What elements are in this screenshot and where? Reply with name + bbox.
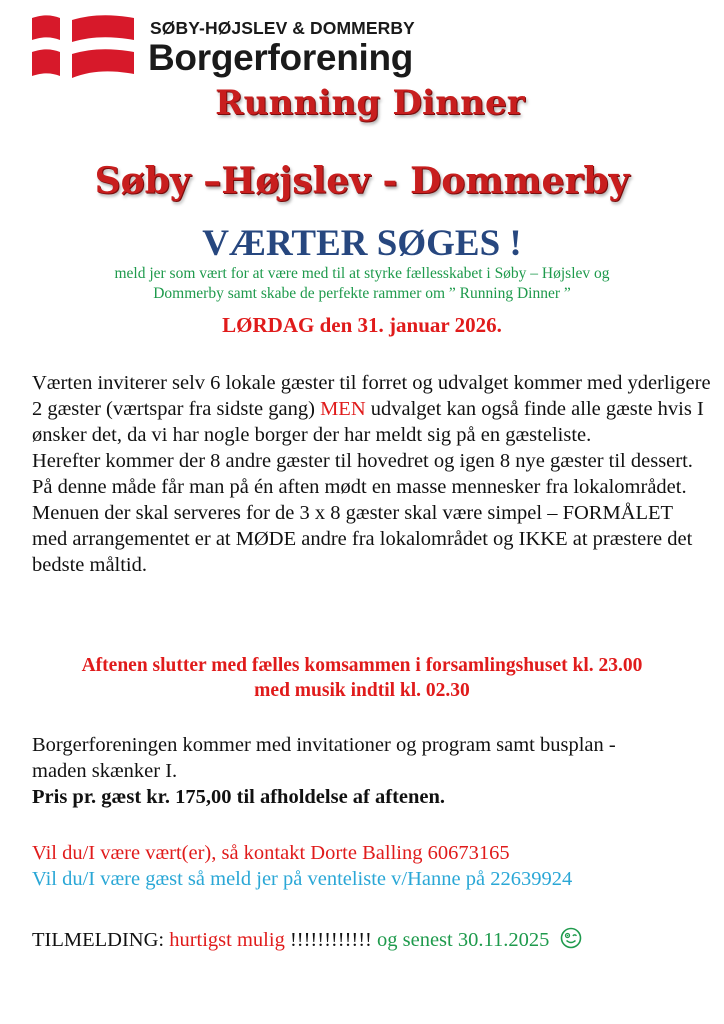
logo-top-line: SØBY-HØJSLEV & DOMMERBY: [150, 18, 415, 38]
paragraph-1: [32, 370, 712, 448]
subtitle: [60, 264, 664, 304]
info-block: [32, 732, 712, 810]
paragraph-1-start: Værten inviterer selv 6 lokale gæster til forret og udvalget kommer med yderligere 2 gæster (værtspar fra sidste gang): [32, 372, 711, 420]
signup-urgent: hurtigst mulig: [169, 929, 285, 951]
paragraph-3: Menuen der skal serveres for de 3 x 8 gæster skal være simpel – FORMÅLET med arrangementet er at MØDE andre fra lokalområdet og IKKE at præstere det bedste måltid.: [32, 502, 693, 576]
signup-deadline: og senest 30.11.2025: [377, 929, 550, 951]
highlight-men: MEN: [320, 398, 366, 420]
paragraph-2: Herefter kommer der 8 andre gæster til hovedret og igen 8 nye gæster til dessert. På denne måde får man på én aften mødt en masse mennesker fra lokalområdet.: [32, 450, 693, 498]
headline: VÆRTER SØGES !: [202, 223, 522, 264]
host-contact: Vil du/I være vært(er), så kontakt Dorte Balling 60673165: [32, 842, 510, 864]
logo-main-line: Borgerforening: [148, 37, 414, 78]
guest-contact: Vil du/I være gæst så meld jer på venteliste v/Hanne på 22639924: [32, 868, 573, 890]
winking-smiley-icon: [560, 927, 582, 949]
price-text: Pris pr. gæst kr. 175,00 til afholdelse af aftenen.: [32, 786, 446, 808]
closing-info: [0, 653, 724, 703]
danish-flag-icon: [30, 12, 138, 80]
event-title: Running Dinner: [215, 83, 525, 123]
paragraph-1-end: udvalget kan også finde alle gæste hvis I ønsker det, da vi har nogle borger der har meldt sig på en gæsteliste.: [32, 398, 704, 446]
body-text: [32, 370, 712, 578]
info-text: Borgerforeningen kommer med invitationer og program samt busplan - maden skænker I.: [32, 734, 616, 782]
signup-exclaim: !!!!!!!!!!!!: [284, 929, 377, 951]
towns-title: Søby –Højslev - Dommerby: [94, 160, 630, 202]
event-date: LØRDAG den 31. januar 2026.: [222, 313, 502, 337]
subtitle-line-1: meld jer som vært for at være med til at styrke fællesskabet i Søby – Højslev og: [114, 265, 610, 282]
closing-line-1: Aftenen slutter med fælles komsammen i forsamlingshuset kl. 23.00: [81, 655, 643, 676]
signup-label: TILMELDING:: [32, 929, 170, 951]
closing-line-2: med musik indtil kl. 02.30: [254, 680, 470, 701]
signup-line: [32, 927, 582, 952]
subtitle-line-2: Dommerby samt skabe de perfekte rammer om ” Running Dinner ”: [153, 285, 571, 302]
